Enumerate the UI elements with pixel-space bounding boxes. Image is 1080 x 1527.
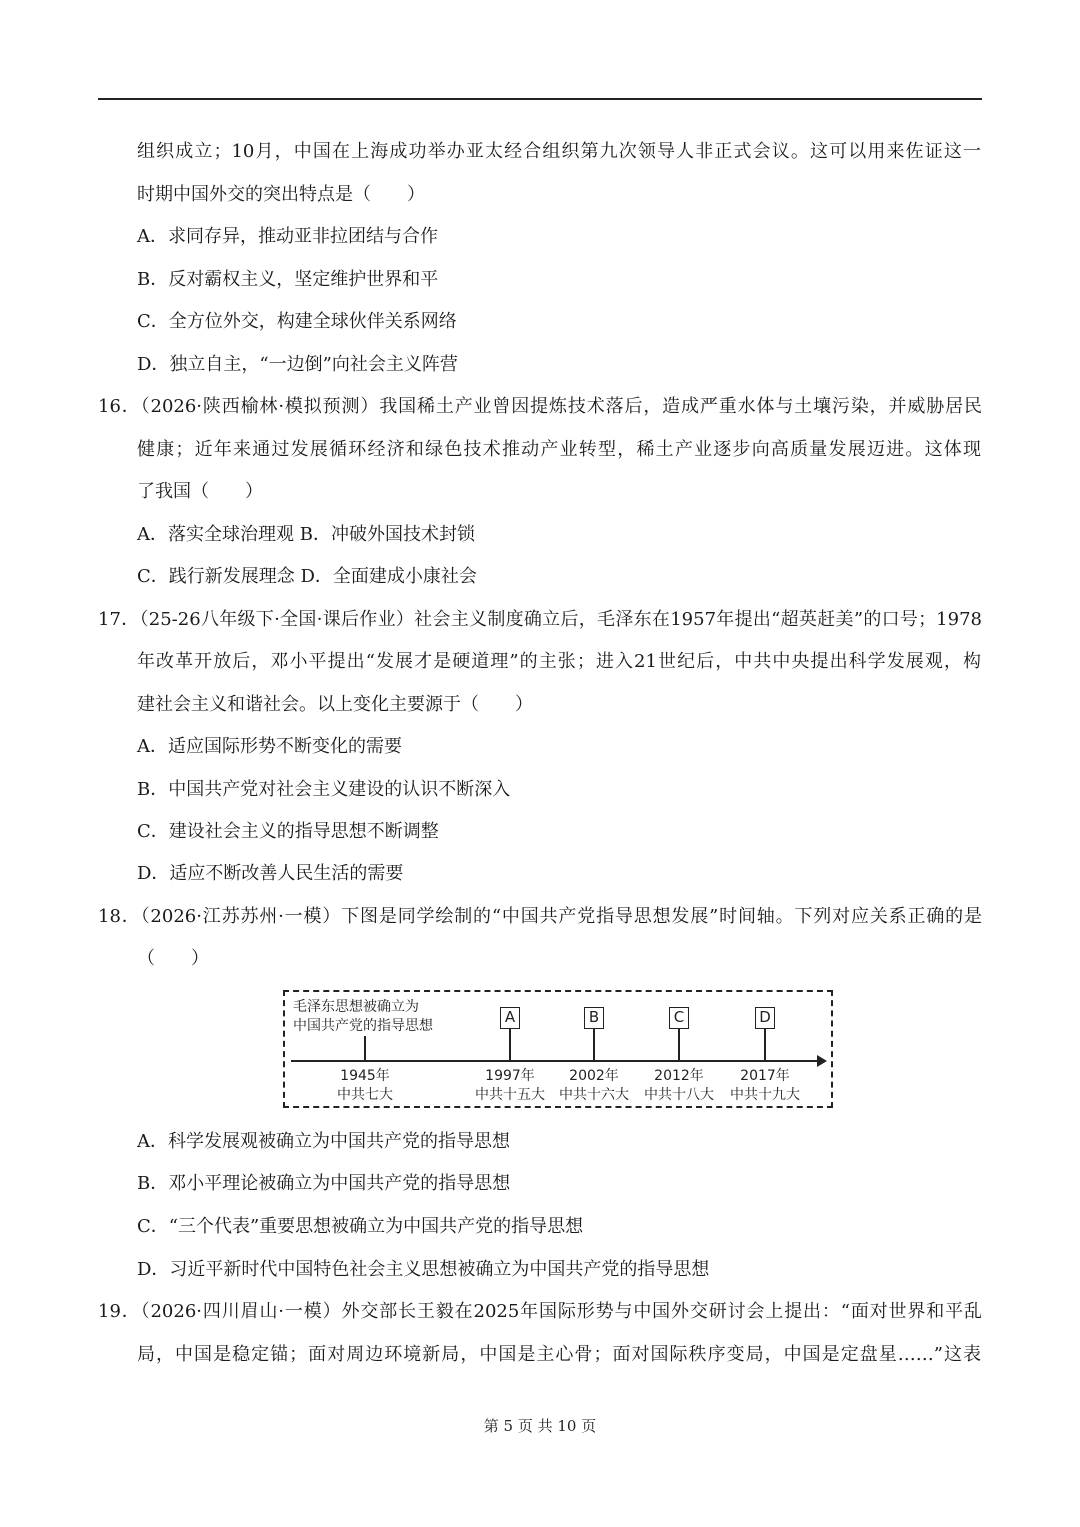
q17-option-d: D．适应不断改善人民生活的需要 <box>137 863 404 884</box>
q17-option-c: C．建设社会主义的指导思想不断调整 <box>137 821 439 842</box>
timeline-year-2017: 2017年 <box>740 1068 790 1084</box>
timeline-year-2002: 2002年 <box>569 1068 619 1084</box>
timeline-year-1945: 1945年 <box>340 1068 390 1084</box>
figure-caption-line-1: 毛泽东思想被确立为 <box>293 999 419 1015</box>
q15-option-d: D．独立自主，“一边倒”向社会主义阵营 <box>137 354 458 375</box>
q16-options-cd: C．践行新发展理念 D．全面建成小康社会 <box>137 566 477 587</box>
q15-option-a: A．求同存异，推动亚非拉团结与合作 <box>137 226 438 247</box>
timeline-congress-2002: 中共十六大 <box>559 1087 629 1103</box>
q15-option-c: C．全方位外交，构建全球伙伴关系网络 <box>137 311 457 332</box>
timeline-tick-1997 <box>509 1029 511 1061</box>
q16-options-ab: A．落实全球治理观 B．冲破外国技术封锁 <box>137 524 475 545</box>
timeline-year-1997: 1997年 <box>485 1068 535 1084</box>
timeline-congress-1997: 中共十五大 <box>475 1087 545 1103</box>
q17-stem-line-1: 17．（25-26八年级下·全国·课后作业）社会主义制度确立后，毛泽东在1957年提出“超英赶美”的口号；1978 <box>98 609 982 630</box>
q18-stem-line-2: （ ） <box>137 948 209 969</box>
timeline-congress-2017: 中共十九大 <box>730 1087 800 1103</box>
timeline-congress-2012: 中共十八大 <box>644 1087 714 1103</box>
timeline-box-a: A <box>500 1007 520 1029</box>
q16-stem-line-1: 16．（2026·陕西榆林·模拟预测）我国稀土产业曾因提炼技术落后，造成严重水体与土壤污染，并威胁居民 <box>98 396 982 417</box>
timeline-year-2012: 2012年 <box>654 1068 704 1084</box>
q17-stem-line-3: 建社会主义和谐社会。以上变化主要源于（ ） <box>137 694 533 715</box>
timeline-tick-2002 <box>593 1029 595 1061</box>
timeline-tick-2012 <box>678 1029 680 1061</box>
timeline-tick-2017 <box>764 1029 766 1061</box>
timeline-box-d: D <box>755 1007 775 1029</box>
page-number-footer: 第 5 页 共 10 页 <box>483 1417 597 1435</box>
q19-stem-line-1: 19．（2026·四川眉山·一模）外交部长王毅在2025年国际形势与中国外交研讨会上提出：“面对世界和平乱 <box>98 1301 982 1322</box>
q16-stem-line-3: 了我国（ ） <box>137 481 263 502</box>
q18-option-d: D．习近平新时代中国特色社会主义思想被确立为中国共产党的指导思想 <box>137 1259 710 1280</box>
q18-stem-line-1: 18．（2026·江苏苏州·一模）下图是同学绘制的“中国共产党指导思想发展”时间轴。下列对应关系正确的是 <box>98 906 982 927</box>
timeline-congress-1945: 中共七大 <box>337 1087 393 1103</box>
timeline-box-c: C <box>669 1007 689 1029</box>
q16-stem-line-2: 健康；近年来通过发展循环经济和绿色技术推动产业转型，稀土产业逐步向高质量发展迈进。这体现 <box>137 439 981 460</box>
timeline-axis <box>291 1060 821 1062</box>
q18-option-b: B．邓小平理论被确立为中国共产党的指导思想 <box>137 1173 511 1194</box>
q18-option-a: A．科学发展观被确立为中国共产党的指导思想 <box>137 1131 510 1152</box>
q19-stem-line-2: 局，中国是稳定锚；面对周边环境新局，中国是主心骨；面对国际秩序变局，中国是定盘星……”这表 <box>137 1344 981 1365</box>
q17-option-b: B．中国共产党对社会主义建设的认识不断深入 <box>137 779 511 800</box>
timeline-tick-1945 <box>364 1036 366 1061</box>
q17-stem-line-2: 年改革开放后，邓小平提出“发展才是硬道理”的主张；进入21世纪后，中共中央提出科学发展观，构 <box>137 651 981 672</box>
q15-stem-line-1: 组织成立；10月，中国在上海成功举办亚太经合组织第九次领导人非正式会议。这可以用来佐证这一 <box>137 141 981 162</box>
q17-option-a: A．适应国际形势不断变化的需要 <box>137 736 402 757</box>
q18-option-c: C．“三个代表”重要思想被确立为中国共产党的指导思想 <box>137 1216 584 1237</box>
timeline-figure <box>283 990 833 1108</box>
header-rule <box>98 98 982 100</box>
timeline-box-b: B <box>584 1007 604 1029</box>
q15-option-b: B．反对霸权主义，坚定维护世界和平 <box>137 269 439 290</box>
timeline-arrowhead <box>817 1055 827 1067</box>
q15-stem-line-2: 时期中国外交的突出特点是（ ） <box>137 184 425 205</box>
figure-caption-line-2: 中国共产党的指导思想 <box>293 1018 433 1034</box>
